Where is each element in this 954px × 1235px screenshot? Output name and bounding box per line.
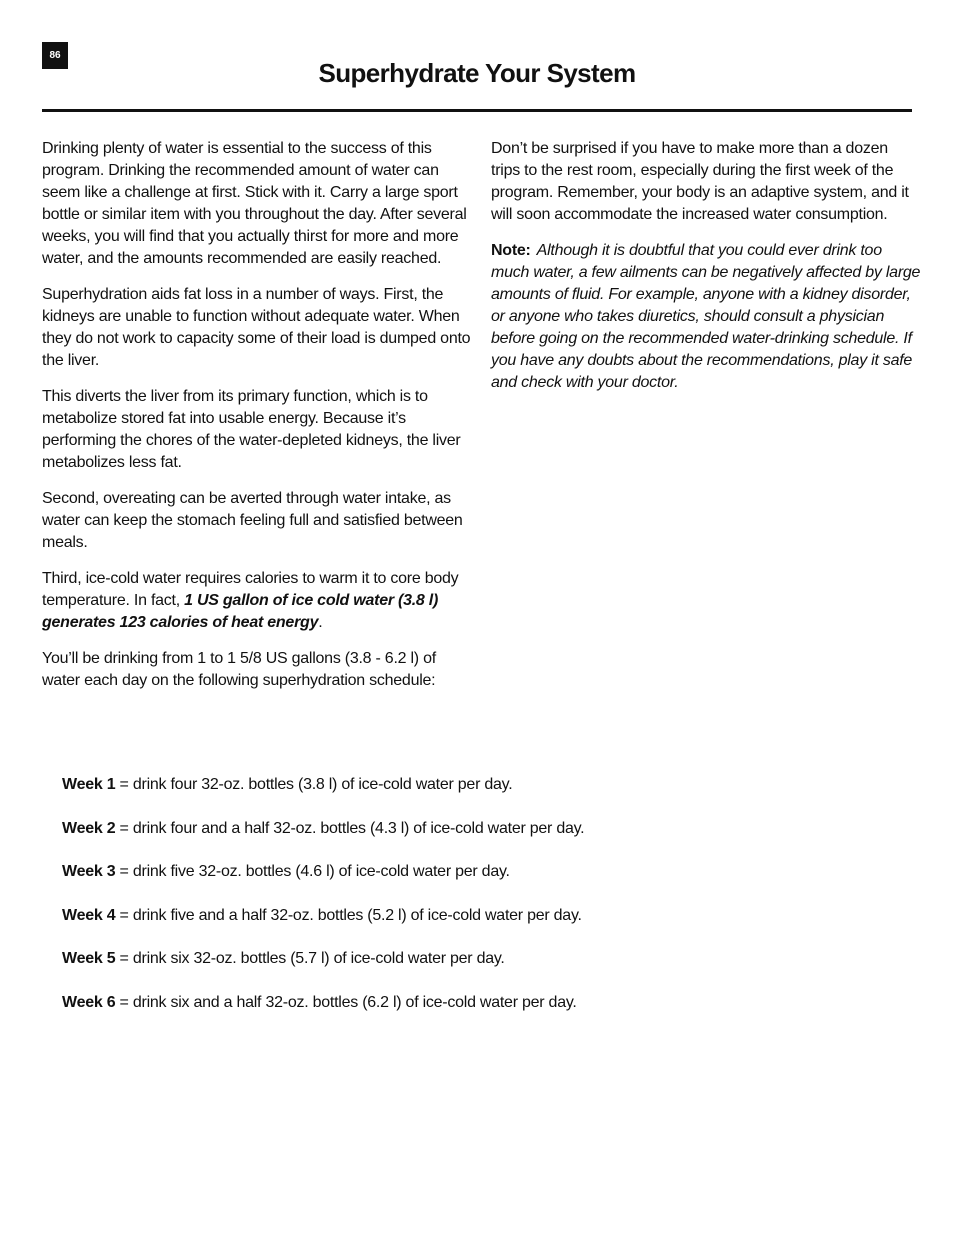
week-description: = drink five 32-oz. bottles (4.6 l) of ice-cold water per day. <box>115 863 510 881</box>
liver-paragraph: This diverts the liver from its primary function, which is to metabolize stored fat into usable energy. Because it’s performing the chores of the water-depleted kidneys, the liver metabolizes less fat. <box>42 388 461 471</box>
schedule-item-week-4 <box>62 905 922 927</box>
note-text: Although it is doubtful that you could ever drink too much water, a few ailments can be negatively affected by large amounts of fluid. For example, anyone with a kidney disorder, or anyone who takes diuretics, should consult a physician before going on the recommended water-drinking schedule. If you have any doubts about the recommendations, play it safe and check with your doctor. <box>491 242 921 391</box>
schedule-item-week-3 <box>62 861 922 883</box>
note-paragraph <box>491 240 921 394</box>
week-description: = drink four 32-oz. bottles (3.8 l) of ice-cold water per day. <box>115 776 513 793</box>
ice-cold-text-start: Third, ice-cold water requires calories to warm it to core body temperature. In fact, <box>42 570 459 609</box>
page-number-badge: 86 <box>42 42 68 69</box>
schedule-intro-paragraph: You’ll be drinking from 1 to 1 5/8 US gallons (3.8 - 6.2 l) of water each day on the following superhydration schedule: <box>42 650 436 689</box>
rest-room-paragraph: Don’t be surprised if you have to make more than a dozen trips to the rest room, especially during the first week of the program. Remember, your body is an adaptive system, and it will soon accommodate the increased water consumption. <box>491 140 909 223</box>
ice-cold-text-end: . <box>318 614 323 631</box>
title-divider <box>42 109 912 112</box>
week-label: Week 5 <box>62 950 116 968</box>
week-description: = drink six and a half 32-oz. bottles (6.2 l) of ice-cold water per day. <box>115 993 577 1011</box>
left-column <box>42 138 474 706</box>
week-label: Week 6 <box>62 993 116 1011</box>
calorie-fact-emphasis: 1 US gallon of ice cold water (3.8 l) generates 123 calories of heat energy <box>42 592 439 631</box>
week-label: Week 4 <box>62 906 116 924</box>
week-label: Week 2 <box>62 819 116 837</box>
week-description: = drink six 32-oz. bottles (5.7 l) of ice-cold water per day. <box>115 950 505 968</box>
week-label: Week 3 <box>62 863 116 881</box>
schedule-item-week-6 <box>62 992 922 1014</box>
intro-paragraph: Drinking plenty of water is essential to the success of this program. Drinking the recommended amount of water can seem like a challenge at first. Stick with it. Carry a large sport bottle or similar item with you throughout the day. After several weeks, you will find that you actually thirst for more and more water, and the amounts recommended are easily reached. <box>42 140 467 267</box>
week-description: = drink five and a half 32-oz. bottles (5.2 l) of ice-cold water per day. <box>115 906 582 924</box>
week-description: = drink four and a half 32-oz. bottles (4.3 l) of ice-cold water per day. <box>115 819 585 837</box>
page-title: Superhydrate Your System <box>318 58 636 88</box>
ice-cold-paragraph <box>42 568 474 634</box>
note-block <box>491 240 921 394</box>
overeating-paragraph: Second, overeating can be averted through water intake, as water can keep the stomach feeling full and satisfied between meals. <box>42 490 463 551</box>
schedule-item-week-1 <box>62 774 922 796</box>
kidneys-paragraph: Superhydration aids fat loss in a number of ways. First, the kidneys are unable to function without adequate water. When they do not work to capacity some of their load is dumped onto the liver. <box>42 286 471 369</box>
schedule-item-week-2 <box>62 818 922 840</box>
note-label: Note: <box>491 242 531 259</box>
right-column <box>491 138 921 408</box>
week-label: Week 1 <box>62 776 116 793</box>
schedule-item-week-5 <box>62 948 922 970</box>
hydration-schedule-list <box>62 774 922 1036</box>
